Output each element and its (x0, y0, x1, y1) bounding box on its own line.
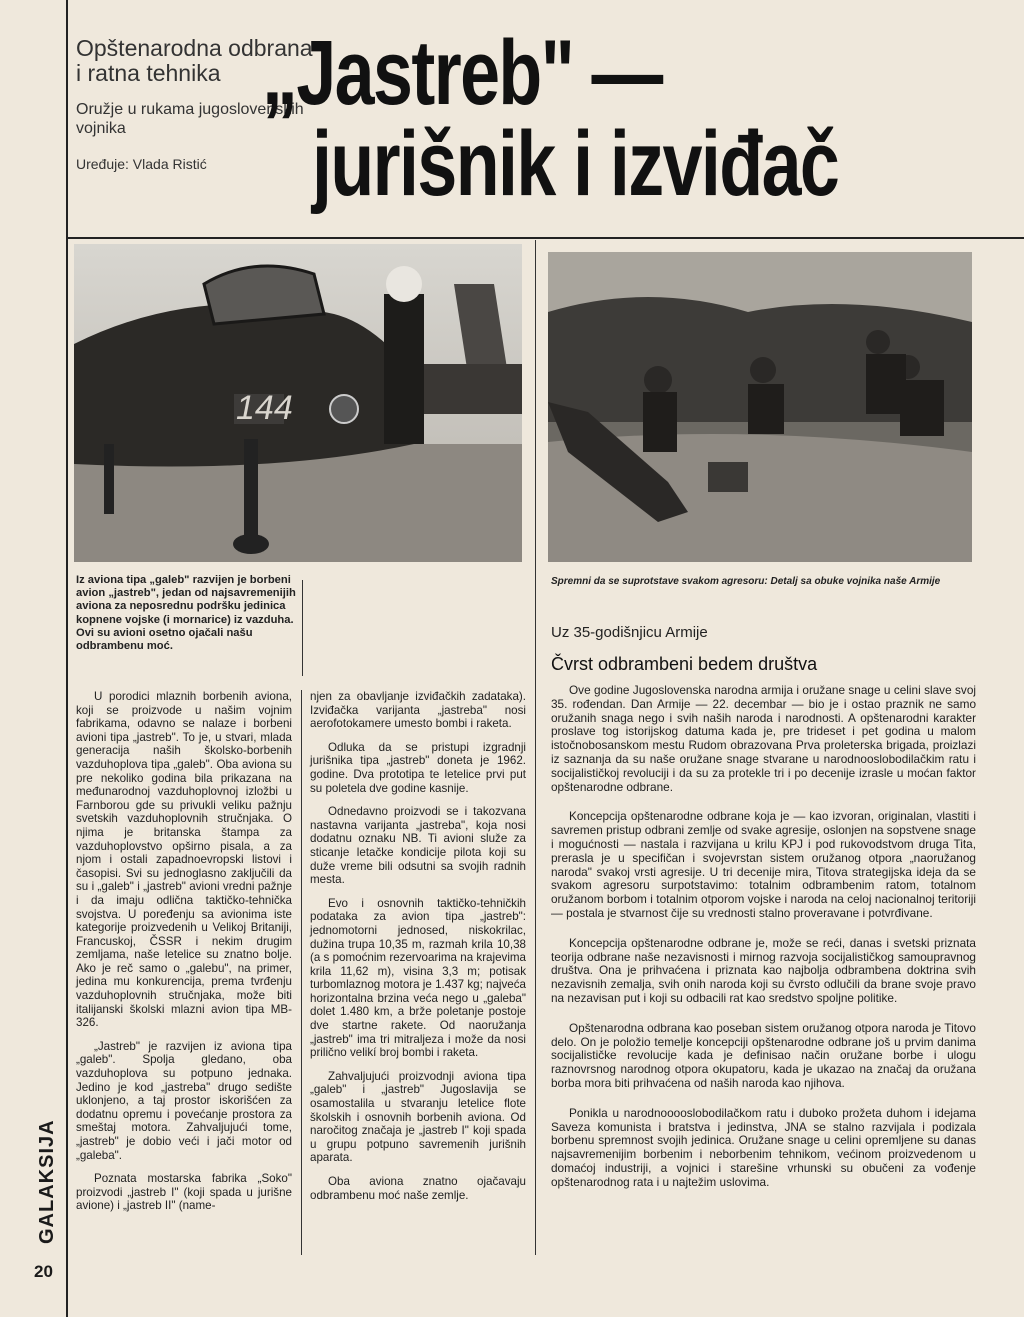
col1-paragraph: „Jastreb" je razvijen iz aviona tipa „galeb". Spolja gledano, oba vazduhoplova su potpuno jednaka. Jedino je kod „jastreba" drugo sedište uklonjeno, a taj prostor iskorišćen za dodatnu opremu i povećanje prostora za smeštaj motora. Zahvaljujući tome, „jastreb" je dobio veći i jači motor od „galeba". (76, 1039, 292, 1162)
col1-paragraph: Poznata mostarska fabrika „Soko" proizvodi „jastreb I" (koji spada u jurišne avione) i „jastreb II" (name- (76, 1172, 292, 1213)
jet-photo-caption: Iz aviona tipa „galeb" razvijen je borbeni avion „jastreb", jedan od najsavremenijih aviona za neposrednu podršku jedinica kopnene vojske (i mornarice) iz vazduha. Ovi su avioni osetno ojačali našu odbrambenu moć. (76, 574, 296, 653)
right-article-body (551, 684, 976, 1206)
header-divider (66, 237, 1024, 239)
section-editor: Uređuje: Vlada Ristić (76, 156, 207, 172)
left-margin-rule (66, 0, 68, 1317)
col2-paragraph: Odnedavno proizvodi se i takozvana nastavna varijanta „jastreba", koja nosi dodatnu oznaku NB. Ti avioni služe za sticanje letačke kondicije pilota koji su duže vreme bili odsutni sa svojih radnih mesta. (310, 805, 526, 887)
right-paragraph: Koncepcija opštenarodne odbrane koja je — kao izvoran, originalan, vlastiti i savremen pristup odbrani zemlje od svake agresije, oslonjen na sopstvene snage i mogućnosti — nastala i razvijana u krilu KPJ i pod rukovodstvom druga Tita, prerasla je u specifičan i svojevrstan sistem oružanog otpora „naoružanog naroda" svakoj vrsti agresije. U tri decenije mira, Titova strategijska ideja da se svakom agresoru surpotstavimo: totalnim odbrambenim ratom, totalnom oružanom borbom i totalnim otporom vojske i naroda na celoj nacionalnoj teritoriji — postala je stvarnost čije su vrednosti stalno proveravane i potvrđivane. (551, 809, 976, 920)
headline-line-1: „Jastreb" — (262, 22, 662, 124)
jet-photo (74, 244, 522, 562)
caption-divider (302, 580, 303, 676)
col1-paragraph: U porodici mlaznih borbenih aviona, koji se proizvode u našim vojnim fabrikama, odavno se nalaze i borbeni avioni tipa „jastreb". To je, u stvari, mlada generacija naših školsko-borbenih vazduhoplova tipa „galeb". Oba aviona su pre nekoliko godina bila prikazana na međunarodnoj vazduhoplovnoj izložbi u Farnborou gde su privukli veliku pažnju svetskih vazduhoplovnih stručnjaka. O njima je britanska štampa za vazduhoplovstvo opširno pisala, a za njom i ostali zapadnoevropski listovi i časopisi. Svi su jednoglasno zaključili da su i „galeb" i „jastreb" avioni vredni pažnje i da imaju odlična taktičko-tehnička svojstva. U poređenju sa avionima iste kategorije proizvedenih u Velikoj Britaniji, Francuskoj, ČSSR i nekim drugim zemljama, naše letelice su znatno bolje. Ako je reč samo o „galebu", na primer, jedina mu konkurencija, prema tvrđenju vazduhoplovnih stručnjaka, može biti italijanski školski mlazni avion tipa MB-326. (76, 690, 292, 1030)
soldiers-photo (548, 252, 972, 562)
soldiers-photo-caption: Spremni da se suprotstave svakom agresoru: Detalj sa obuke vojnika naše Armije (551, 576, 941, 587)
right-article-headline: Čvrst odbrambeni bedem društva (551, 654, 818, 674)
right-article-kicker: Uz 35-godišnjicu Armije (551, 624, 708, 641)
col2-paragraph: Oba aviona znatno ojačavaju odbrambenu moć naše zemlje. (310, 1175, 526, 1202)
tail-number: 144 (236, 389, 293, 427)
col2-paragraph: Evo i osnovnih taktičko-tehničkih podataka za avion tipa „jastreb": jednomotorni jednosed, niskokrilac, dužina trupa 10,35 m, razmah krila 10,38 (a s pomoćnim rezervoarima na krajevima krila 11,62 m), visina 3,3 m; potisak turbomlaznog motora je 1.437 kg; najveća horizontalna brzina veća nego u „galeba" dolet 1.480 km, a brže poletanje postoje dve startne rakete. Od naoružanja „jastreb" ima tri mitraljeza i može da nosi prilično velikí broj bombi i raketa. (310, 896, 526, 1060)
article-column-1 (76, 690, 292, 1223)
right-paragraph: Koncepcija opštenarodne odbrane je, može se reći, danas i svetski priznata teorija odbrane naše nezavisnosti i mirnog razvoja socijalističkog samoupravnog društva. Ona je prihvaćena i priznata kao najbolja odbrambena doktrina svih nezavisnih zemalja, svih onih naroda koji su čvrsto odlučili da brane svoje pravo na nezavisan put i koji su odbacili rat kao sredstvo spoljne politike. (551, 935, 976, 1005)
right-paragraph: Opštenarodna odbrana kao poseban sistem oružanog otpora naroda je Titovo delo. On je položio temelje koncepciji opštenarodne odbrane još u prvim danima socijalističke revolucije kada je definisao način oružane borbe i ulogu raznovrsnog narodnog otpora okupatoru, kada je ukazao na značaj da oružana borba mora biti prihvaćena od naših naroda kao njihova. (551, 1020, 976, 1090)
column-divider-article (301, 690, 302, 1255)
page-number: 20 (34, 1262, 53, 1281)
article-headline (262, 22, 982, 215)
article-column-2 (310, 690, 526, 1212)
column-divider-main (535, 240, 536, 1255)
headline-line-2: jurišnik i izviđač (312, 113, 839, 215)
col2-paragraph: Odluka da se pristupi izgradnji jurišnika tipa „jastreb" doneta je 1962. godine. Dva prototipa te letelice prvi put su poletela dve godine kasnije. (310, 740, 526, 795)
col2-paragraph: njen za obavljanje izviđačkih zadataka). Izviđačka varijanta „jastreba" nosi aerofotokamere umesto bombi i raketa. (310, 690, 526, 731)
col2-paragraph: Zahvaljujući proizvodnji aviona tipa „galeb" i „jastreb" Jugoslavija se osamostalila u stvaranju letelice flote školskih i osnovnih borbenih aviona. Od naročitog značaja je „jastreb I" koji spada u grupu potpuno savremenih jurišnih aparata. (310, 1069, 526, 1165)
magazine-logo (34, 1096, 58, 1246)
section-title: Opštenarodna odbrana i ratna tehnika (76, 35, 313, 86)
right-paragraph: Ponikla u narodnooooslobodilačkom ratu i duboko prožeta duhom i idejama Saveza komunista i bratstva i jedinstva, JNA se stalno razvijala i podizala borbenu spremnost svojih jedinica. Oružane snage u celini opremljene su danas najsavremenijim borbenim i neborbenim tehnikom, većinom proizvedenom u domaćoj industriji, a vojnici i starešine vrhunski su obučeni za vođenje opštenarodnog rata i u najtežim uslovima. (551, 1105, 976, 1189)
magazine-logo-text: GALAKSIJA (36, 1119, 58, 1244)
right-paragraph: Ove godine Jugoslovenska narodna armija i oružane snage u celini slave svoj 35. rođendan. Dan Armije — 22. decembar — bio je i ostao praznik ne samo oružanih snaga nego i svih naših naroda i narodnosti. A opštenarodni karakter proslave tog istorijskog datuma kada je, pre trideset i pet godina u malom istočnobosanskom mestu Rudom obrazovana Prva proleterska brigada, proizlazi iz saznanja da su naše oružane snage stvarane u narodnooslobodilačkim ratu i socijalističkoj revoluciji i da su za protekle tri i po decenije izrasle u moćan faktor opštenarodne odbrane. (551, 683, 976, 794)
section-subtitle: Oružje u rukama jugoslovenskih vojnika (76, 101, 304, 137)
